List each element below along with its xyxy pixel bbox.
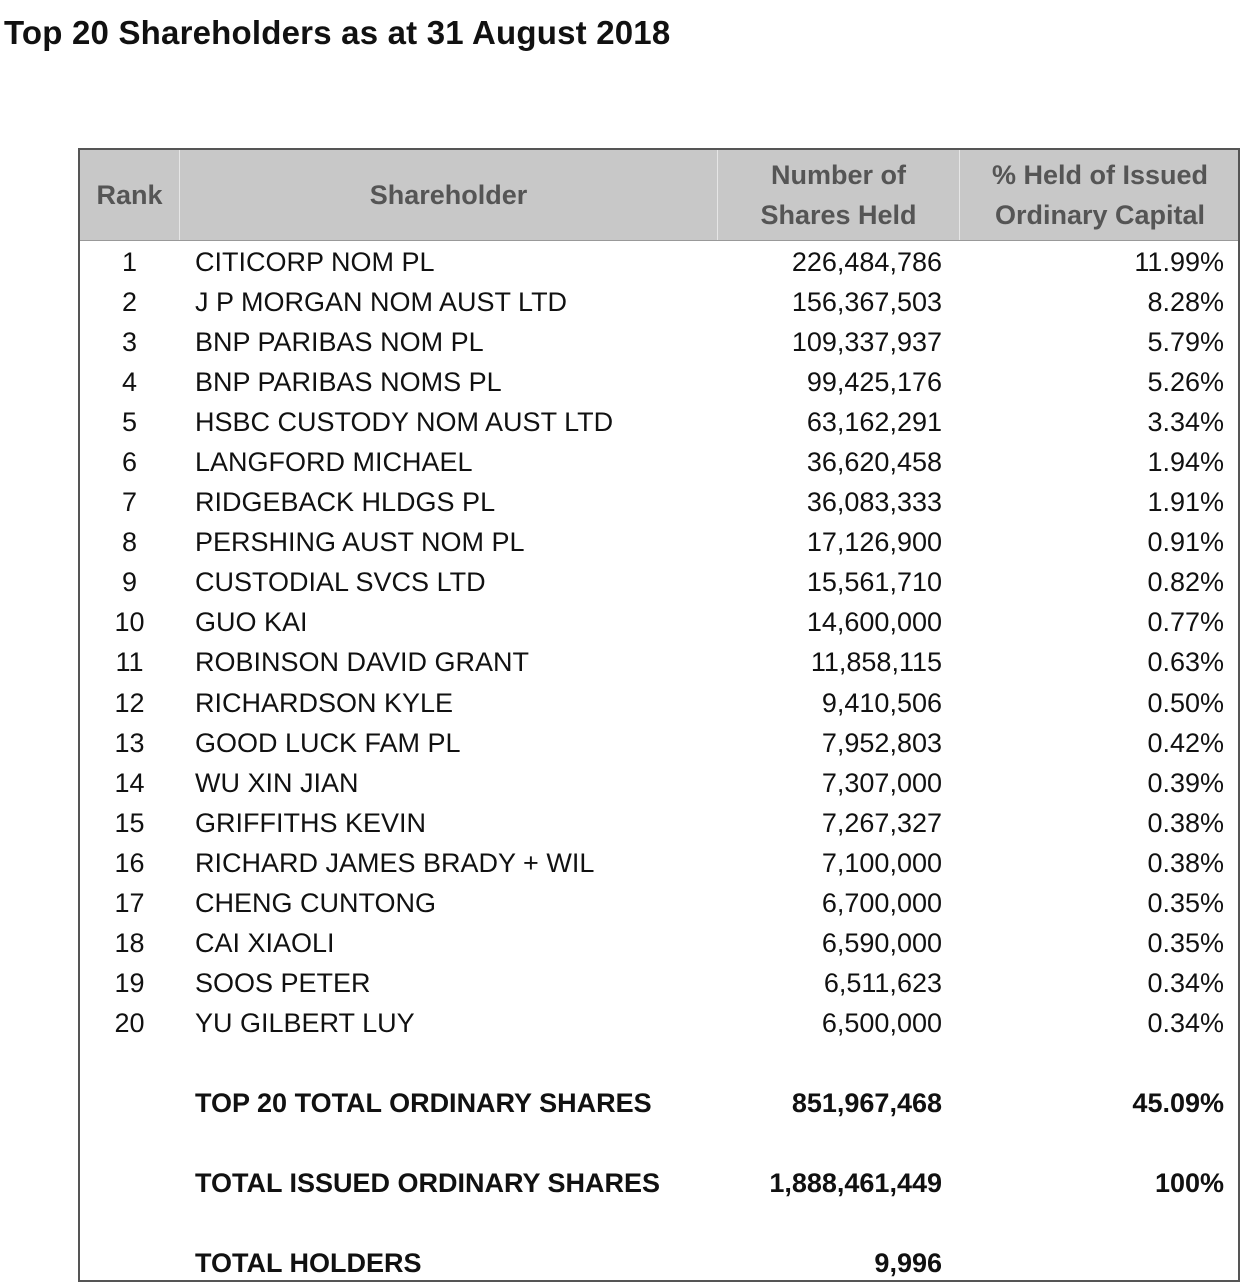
table-row: [80, 362, 1238, 402]
shares-cell: 14,600,000: [806, 607, 942, 638]
table-row: [80, 602, 1238, 642]
table-row: [80, 322, 1238, 362]
shareholder-cell: CHENG CUNTONG: [195, 887, 437, 918]
shares-cell: 9,410,506: [821, 687, 942, 718]
rank-cell: 19: [114, 967, 145, 998]
shareholder-cell: BNP PARIBAS NOMS PL: [195, 367, 502, 398]
table-row: [80, 683, 1238, 723]
rank-cell: 8: [121, 527, 138, 558]
shareholder-cell: GUO KAI: [195, 607, 308, 638]
shares-cell: 6,590,000: [821, 927, 942, 958]
percent-cell: 0.35%: [1147, 887, 1224, 918]
top20-total-shares: 851,967,468: [791, 1088, 942, 1118]
shares-cell: 109,337,937: [791, 327, 942, 358]
shareholder-cell: LANGFORD MICHAEL: [195, 447, 473, 478]
percent-cell: 5.79%: [1147, 327, 1224, 358]
rank-cell: 17: [114, 887, 145, 918]
header-shares-line1: Number of: [770, 160, 906, 190]
top20-total-percent: 45.09%: [1132, 1088, 1224, 1118]
shareholder-cell: RICHARDSON KYLE: [195, 687, 454, 718]
rank-cell: 4: [121, 367, 138, 398]
shares-cell: 63,162,291: [806, 407, 942, 438]
page-title: Top 20 Shareholders as at 31 August 2018: [4, 14, 671, 51]
shareholder-cell: PERSHING AUST NOM PL: [195, 527, 525, 558]
table-row: [80, 242, 1238, 282]
shareholder-cell: CUSTODIAL SVCS LTD: [195, 567, 486, 598]
shares-cell: 226,484,786: [791, 247, 942, 277]
shareholder-cell: HSBC CUSTODY NOM AUST LTD: [195, 407, 614, 438]
table-row: [80, 963, 1238, 1003]
shares-cell: 36,620,458: [806, 447, 942, 478]
rank-cell: 14: [114, 767, 145, 798]
shareholder-cell: RIDGEBACK HLDGS PL: [195, 487, 496, 518]
percent-cell: 0.42%: [1147, 727, 1224, 758]
percent-cell: 5.26%: [1147, 367, 1224, 398]
shareholder-cell: J P MORGAN NOM AUST LTD: [195, 287, 568, 318]
header-pct-line1: % Held of Issued: [991, 160, 1209, 190]
shares-cell: 17,126,900: [806, 527, 942, 558]
total-holders-label: TOTAL HOLDERS: [195, 1248, 422, 1278]
shareholder-cell: RICHARD JAMES BRADY + WIL: [195, 847, 595, 878]
shares-cell: 6,511,623: [823, 967, 942, 998]
percent-cell: 0.82%: [1147, 567, 1224, 598]
rank-cell: 6: [121, 447, 138, 478]
rank-cell: 2: [121, 287, 138, 318]
rank-cell: 7: [121, 487, 138, 518]
issued-total-shares: 1,888,461,449: [769, 1168, 942, 1198]
rank-cell: 10: [114, 607, 145, 638]
table-row: [80, 803, 1238, 843]
rank-cell: 13: [114, 727, 145, 758]
shares-cell: 6,500,000: [821, 1007, 942, 1038]
table-row: [80, 883, 1238, 923]
header-percent-held: [959, 150, 1240, 240]
header-rank: [80, 150, 179, 240]
shares-cell: 6,700,000: [821, 887, 942, 918]
percent-cell: 0.63%: [1147, 647, 1224, 678]
rank-cell: 16: [114, 847, 145, 878]
table-row: [80, 482, 1238, 522]
shares-cell: 11,858,115: [810, 647, 942, 678]
rank-cell: 12: [114, 687, 145, 718]
percent-cell: 0.35%: [1147, 927, 1224, 958]
issued-total-label: TOTAL ISSUED ORDINARY SHARES: [195, 1168, 661, 1198]
shares-cell: 7,952,803: [821, 727, 942, 758]
shares-cell: 156,367,503: [791, 287, 942, 318]
shares-cell: 99,425,176: [806, 367, 942, 398]
total-holders-row: [80, 1243, 1238, 1283]
shareholder-cell: ROBINSON DAVID GRANT: [195, 647, 530, 678]
header-shareholder-label: Shareholder: [369, 180, 528, 210]
issued-total-row: [80, 1163, 1238, 1203]
percent-cell: 11.99%: [1134, 247, 1224, 277]
rank-cell: 5: [121, 407, 138, 438]
shareholder-cell: WU XIN JIAN: [195, 767, 359, 798]
shareholder-cell: GOOD LUCK FAM PL: [195, 727, 461, 758]
percent-cell: 0.38%: [1147, 807, 1224, 838]
shareholder-cell: BNP PARIBAS NOM PL: [195, 327, 484, 358]
percent-cell: 1.94%: [1147, 447, 1224, 478]
shareholder-cell: SOOS PETER: [195, 967, 371, 998]
header-rank-label: Rank: [96, 180, 163, 210]
shares-cell: 7,267,327: [821, 807, 942, 838]
table-row: [80, 843, 1238, 883]
top20-total-row: [80, 1083, 1238, 1123]
percent-cell: 0.50%: [1147, 687, 1224, 718]
rank-cell: 11: [115, 647, 144, 678]
table-row: [80, 282, 1238, 322]
percent-cell: 8.28%: [1147, 287, 1224, 318]
shareholder-cell: YU GILBERT LUY: [195, 1007, 415, 1038]
percent-cell: 0.38%: [1147, 847, 1224, 878]
top20-total-label: TOP 20 TOTAL ORDINARY SHARES: [195, 1088, 652, 1118]
rank-cell: 3: [121, 327, 138, 358]
percent-cell: 0.39%: [1147, 767, 1224, 798]
shareholders-table: [78, 148, 1240, 1282]
shares-cell: 7,307,000: [821, 767, 942, 798]
total-holders-count: 9,996: [874, 1248, 942, 1278]
percent-cell: 0.77%: [1147, 607, 1224, 638]
table-row: [80, 923, 1238, 963]
header-pct-line2: Ordinary Capital: [994, 200, 1206, 230]
header-shareholder: [179, 150, 717, 240]
rank-cell: 20: [114, 1007, 145, 1038]
table-body: [80, 242, 1238, 1043]
percent-cell: 0.34%: [1147, 1007, 1224, 1038]
percent-cell: 3.34%: [1147, 407, 1224, 438]
percent-cell: 1.91%: [1147, 487, 1224, 518]
table-header: [80, 150, 1238, 241]
rank-cell: 9: [121, 567, 138, 598]
shareholder-cell: GRIFFITHS KEVIN: [195, 807, 427, 838]
table-row: [80, 442, 1238, 482]
rank-cell: 15: [114, 807, 145, 838]
shares-cell: 7,100,000: [821, 847, 942, 878]
header-shares-held: [717, 150, 959, 240]
table-row: [80, 402, 1238, 442]
table-row: [80, 1003, 1238, 1043]
table-row: [80, 642, 1238, 682]
header-shares-line2: Shares Held: [760, 200, 917, 230]
shareholder-cell: CITICORP NOM PL: [195, 247, 435, 277]
table-row: [80, 763, 1238, 803]
shares-cell: 15,561,710: [806, 567, 942, 598]
percent-cell: 0.91%: [1147, 527, 1224, 558]
shareholder-cell: CAI XIAOLI: [195, 927, 335, 958]
shares-cell: 36,083,333: [806, 487, 942, 518]
table-row: [80, 522, 1238, 562]
issued-total-percent: 100%: [1154, 1168, 1224, 1198]
table-row: [80, 562, 1238, 602]
percent-cell: 0.34%: [1147, 967, 1224, 998]
rank-cell: 1: [121, 247, 138, 277]
table-row: [80, 723, 1238, 763]
rank-cell: 18: [114, 927, 145, 958]
